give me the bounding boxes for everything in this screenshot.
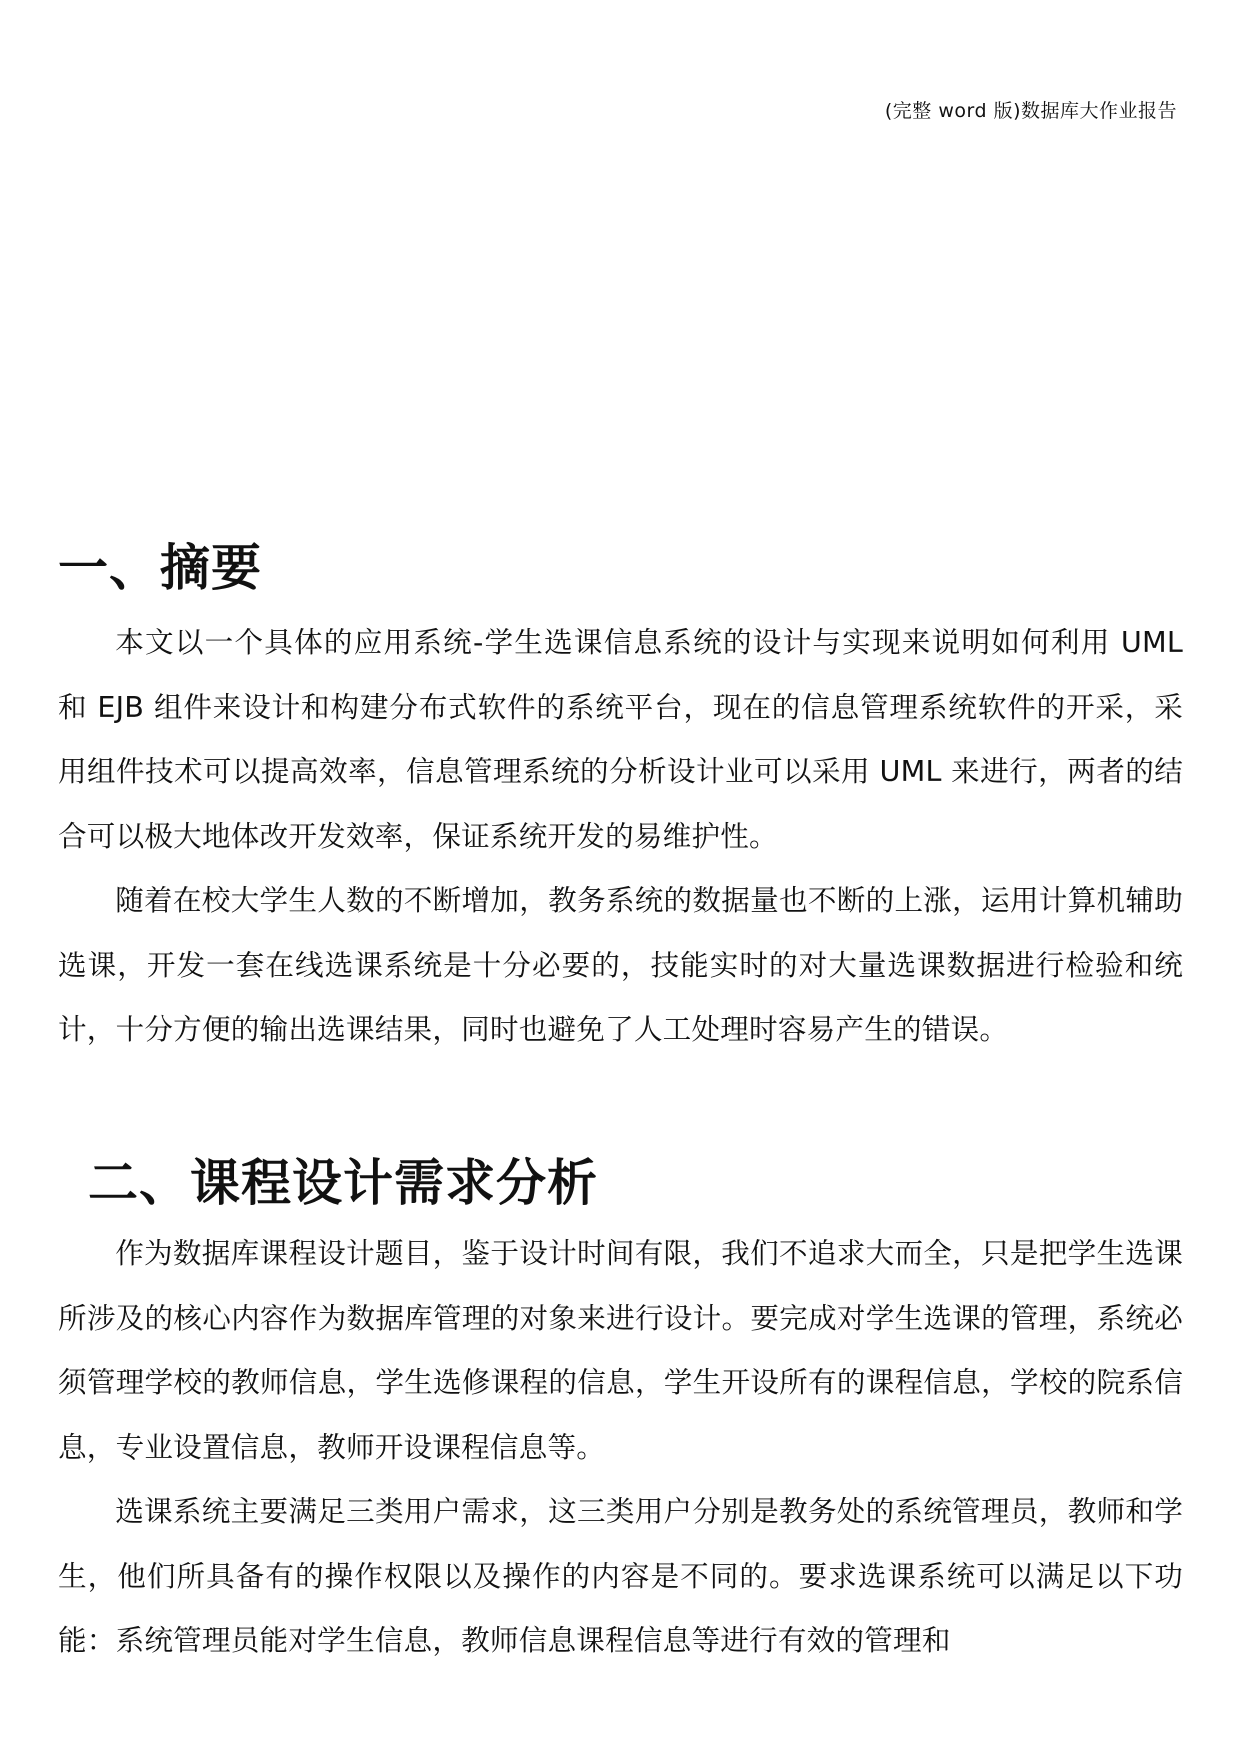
section-requirements-analysis: [58, 1153, 1183, 1673]
section-heading-requirements: 二、课程设计需求分析: [88, 1154, 598, 1212]
abstract-paragraph-1: 本文以一个具体的应用系统-学生选课信息系统的设计与实现来说明如何利用 UML 和 EJB 组件来设计和构建分布式软件的系统平台，现在的信息管理系统软件的开采，采用组件技术可以提高效率，信息管理系统的分析设计业可以采用 UML 来进行，两者的结合可以极大地体改开发效率，保证系统开发的易维护性。: [58, 625, 1183, 853]
abstract-paragraph-2: 随着在校大学生人数的不断增加，教务系统的数据量也不断的上涨，运用计算机辅助选课，开发一套在线选课系统是十分必要的，技能实时的对大量选课数据进行检验和统计，十分方便的输出选课结果，同时也避免了人工处理时容易产生的错误。: [58, 883, 1183, 1046]
running-header: (完整 word 版)数据库大作业报告: [884, 100, 1177, 122]
section-heading-abstract: 一、摘要: [58, 539, 262, 597]
requirements-paragraph-2: 选课系统主要满足三类用户需求，这三类用户分别是教务处的系统管理员，教师和学生，他们所具备有的操作权限以及操作的内容是不同的。要求选课系统可以满足以下功能：系统管理员能对学生信息，教师信息课程信息等进行有效的管理和: [58, 1494, 1183, 1657]
section-abstract: [58, 538, 1183, 1062]
requirements-paragraph-1: 作为数据库课程设计题目，鉴于设计时间有限，我们不追求大而全，只是把学生选课所涉及的核心内容作为数据库管理的对象来进行设计。要完成对学生选课的管理，系统必须管理学校的教师信息，学生选修课程的信息，学生开设所有的课程信息，学校的院系信息，专业设置信息，教师开设课程信息等。: [58, 1236, 1183, 1464]
